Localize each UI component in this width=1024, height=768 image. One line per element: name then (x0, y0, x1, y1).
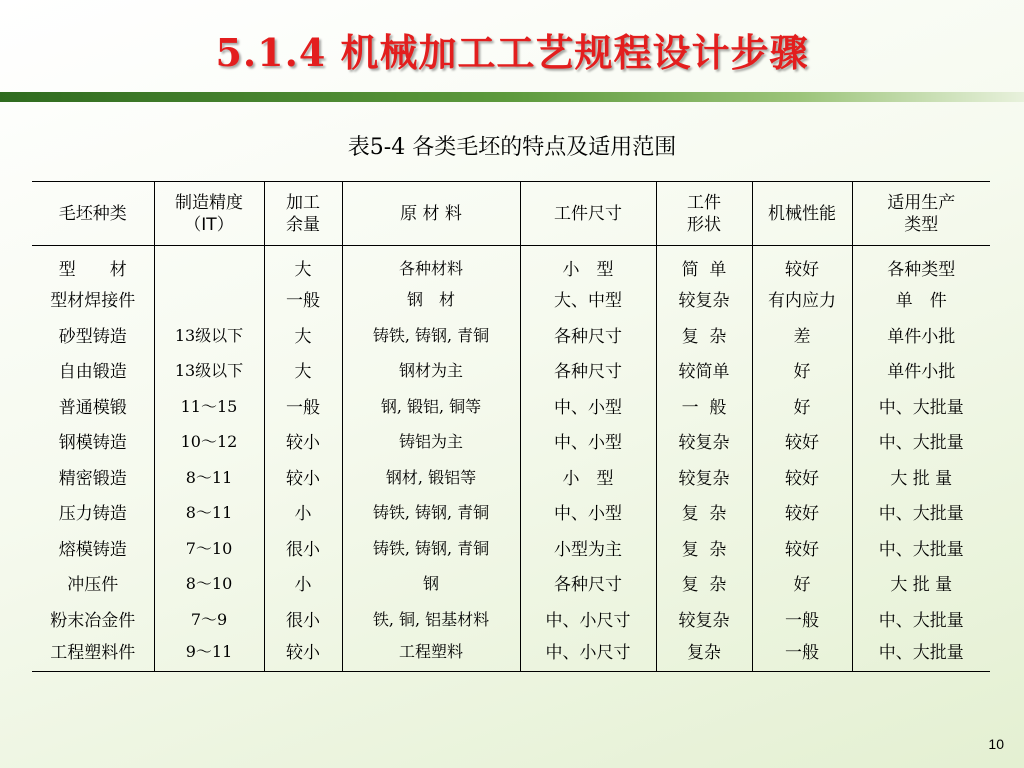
cell-material: 工程塑料 (342, 636, 520, 672)
cell-size: 小型为主 (520, 530, 656, 566)
cell-mechanical: 一般 (752, 601, 852, 637)
cell-blank-type: 精密锻造 (58, 468, 127, 489)
cell-blank-type: 粉末冶金件 (50, 610, 136, 631)
cell-mechanical: 好 (752, 565, 852, 601)
table-caption: 表5-4 各类毛坯的特点及适用范围 (347, 135, 677, 160)
cell-material: 钢材为主 (342, 352, 520, 388)
header-size: 工件尺寸 (520, 182, 656, 246)
cell-blank-type: 熔模铸造 (58, 539, 127, 560)
table-row (32, 530, 990, 566)
cell-blank-type: 普通模锻 (58, 397, 127, 418)
header-production: 适用生产 类型 (852, 182, 990, 246)
cell-precision: 8～10 (154, 565, 264, 601)
cell-allowance: 很小 (264, 530, 342, 566)
cell-shape: 复杂 (656, 636, 752, 672)
cell-production: 各种类型 (852, 246, 990, 282)
table-row (32, 494, 990, 530)
cell-shape: 较复杂 (656, 281, 752, 317)
cell-mechanical: 较好 (752, 530, 852, 566)
cell-size: 中、小尺寸 (520, 636, 656, 672)
cell-material: 铸铁, 铸钢, 青铜 (342, 494, 520, 530)
cell-mechanical: 较好 (752, 246, 852, 282)
cell-production: 中、大批量 (852, 636, 990, 672)
cell-mechanical: 差 (752, 317, 852, 353)
cell-blank-type: 冲压件 (67, 575, 119, 596)
cell-size: 中、小型 (520, 494, 656, 530)
cell-material: 铸铝为主 (342, 423, 520, 459)
cell-shape: 简 单 (656, 246, 752, 282)
table-row (32, 423, 990, 459)
cell-precision (154, 246, 264, 282)
cell-production: 中、大批量 (852, 388, 990, 424)
cell-blank-type: 砂型铸造 (58, 326, 127, 347)
cell-mechanical: 较好 (752, 494, 852, 530)
cell-allowance: 小 (264, 565, 342, 601)
cell-size: 小 型 (520, 246, 656, 282)
cell-size: 中、小尺寸 (520, 601, 656, 637)
cell-production: 中、大批量 (852, 530, 990, 566)
cell-allowance: 小 (264, 494, 342, 530)
table-row (32, 565, 990, 601)
page-number: 10 (988, 736, 1004, 752)
cell-material: 铸铁, 铸钢, 青铜 (342, 530, 520, 566)
cell-precision: 13级以下 (154, 317, 264, 353)
cell-shape: 较复杂 (656, 423, 752, 459)
cell-production: 单件小批 (852, 317, 990, 353)
cell-blank-type: 自由锻造 (58, 362, 127, 383)
cell-mechanical: 有内应力 (752, 281, 852, 317)
cell-size: 小 型 (520, 459, 656, 495)
header-material: 原 材 料 (342, 182, 520, 246)
cell-shape: 复 杂 (656, 494, 752, 530)
cell-blank-type: 型材焊接件 (50, 291, 136, 312)
cell-precision: 9～11 (154, 636, 264, 672)
cell-material: 钢材, 锻铝等 (342, 459, 520, 495)
cell-shape: 一 般 (656, 388, 752, 424)
cell-allowance: 一般 (264, 388, 342, 424)
table-row (32, 601, 990, 637)
cell-allowance: 较小 (264, 459, 342, 495)
cell-blank-type: 压力铸造 (58, 504, 127, 525)
cell-allowance: 大 (264, 246, 342, 282)
header-shape: 工件 形状 (656, 182, 752, 246)
cell-precision (154, 281, 264, 317)
cell-shape: 复 杂 (656, 317, 752, 353)
table-row (32, 281, 990, 317)
cell-allowance: 较小 (264, 636, 342, 672)
cell-mechanical: 较好 (752, 459, 852, 495)
cell-production: 单 件 (852, 281, 990, 317)
cell-shape: 较复杂 (656, 459, 752, 495)
cell-mechanical: 好 (752, 388, 852, 424)
cell-material: 铸铁, 铸钢, 青铜 (342, 317, 520, 353)
table-row (32, 317, 990, 353)
cell-shape: 较复杂 (656, 601, 752, 637)
cell-size: 大、中型 (520, 281, 656, 317)
cell-precision: 10～12 (154, 423, 264, 459)
cell-allowance: 较小 (264, 423, 342, 459)
cell-size: 中、小型 (520, 388, 656, 424)
cell-production: 中、大批量 (852, 601, 990, 637)
cell-precision: 7～10 (154, 530, 264, 566)
table-header-row (32, 182, 990, 246)
cell-shape: 较简单 (656, 352, 752, 388)
blank-types-table (32, 181, 990, 672)
cell-blank-type: 工程塑料件 (32, 636, 154, 672)
cell-precision: 7～9 (154, 601, 264, 637)
header-allowance: 加工 余量 (264, 182, 342, 246)
cell-precision: 13级以下 (154, 352, 264, 388)
table-row (32, 459, 990, 495)
cell-material: 钢 材 (342, 281, 520, 317)
cell-blank-type: 钢模铸造 (58, 433, 127, 454)
cell-mechanical: 好 (752, 352, 852, 388)
table-row (32, 246, 990, 282)
cell-allowance: 很小 (264, 601, 342, 637)
cell-mechanical: 一般 (752, 636, 852, 672)
table-row (32, 352, 990, 388)
header-mechanical: 机械性能 (752, 182, 852, 246)
cell-material: 钢 (342, 565, 520, 601)
cell-material: 钢, 锻铝, 铜等 (342, 388, 520, 424)
cell-size: 中、小型 (520, 423, 656, 459)
cell-size: 各种尺寸 (520, 565, 656, 601)
cell-production: 中、大批量 (852, 423, 990, 459)
table-row (32, 388, 990, 424)
cell-size: 各种尺寸 (520, 352, 656, 388)
header-precision: 制造精度 （IT） (154, 182, 264, 246)
cell-blank-type: 型 材 (58, 260, 127, 280)
cell-production: 大 批 量 (852, 565, 990, 601)
cell-material: 铁, 铜, 铝基材料 (342, 601, 520, 637)
cell-allowance: 一般 (264, 281, 342, 317)
table-row (32, 636, 990, 672)
cell-precision: 8～11 (154, 459, 264, 495)
cell-allowance: 大 (264, 317, 342, 353)
cell-shape: 复 杂 (656, 530, 752, 566)
cell-size: 各种尺寸 (520, 317, 656, 353)
cell-precision: 11～15 (154, 388, 264, 424)
cell-allowance: 大 (264, 352, 342, 388)
header-blank-type: 毛坯种类 (32, 182, 154, 246)
cell-production: 中、大批量 (852, 494, 990, 530)
cell-precision: 8～11 (154, 494, 264, 530)
title-divider-bar (0, 92, 1024, 102)
slide-title: 5.1.4 机械加工工艺规程设计步骤 (215, 30, 809, 75)
cell-production: 单件小批 (852, 352, 990, 388)
cell-production: 大 批 量 (852, 459, 990, 495)
cell-mechanical: 较好 (752, 423, 852, 459)
cell-material: 各种材料 (342, 246, 520, 282)
cell-shape: 复 杂 (656, 565, 752, 601)
